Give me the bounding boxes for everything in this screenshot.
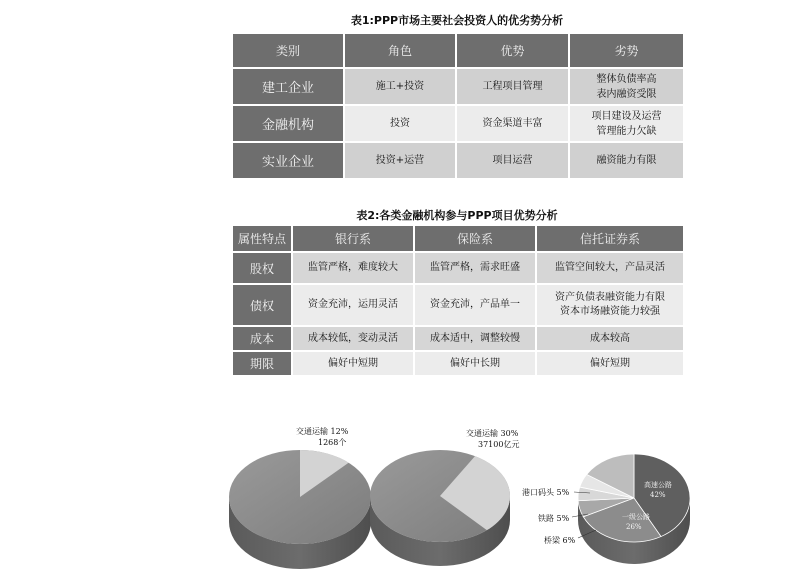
role-cell: 投资 xyxy=(344,105,456,142)
pie3 xyxy=(522,454,690,564)
bank-cell: 成本较低，变动灵活 xyxy=(292,326,414,351)
role-cell: 投资+运营 xyxy=(344,142,456,179)
table1-header-advantage: 优势 xyxy=(456,33,569,68)
table1-header-role: 角色 xyxy=(344,33,456,68)
trust-cell: 监管空间较大，产品灵活 xyxy=(536,252,684,284)
pie1-sublabel: 1268个 xyxy=(318,438,347,447)
table2-header-insurance: 保险系 xyxy=(414,225,536,252)
category-cell: 实业企业 xyxy=(232,142,344,179)
table1-header-disadvantage: 劣势 xyxy=(569,33,684,68)
bank-cell: 监管严格，难度较大 xyxy=(292,252,414,284)
insurance-cell: 资金充沛，产品单一 xyxy=(414,284,536,326)
pie2 xyxy=(370,428,519,566)
disadvantage-line: 整体负债率高 xyxy=(596,73,657,85)
role-cell: 施工+投资 xyxy=(344,68,456,105)
pie3-label-highway: 高速公路 xyxy=(644,481,672,489)
disadvantage-line: 表内融资受限 xyxy=(596,88,657,100)
pie3-label-highway-pct: 42% xyxy=(650,491,666,499)
insurance-cell: 监管严格，需求旺盛 xyxy=(414,252,536,284)
category-cell: 金融机构 xyxy=(232,105,344,142)
table2-header-trust: 信托证券系 xyxy=(536,225,684,252)
pie2-label: 交通运输 30% xyxy=(466,429,519,438)
insurance-cell: 偏好中长期 xyxy=(414,351,536,376)
bank-cell: 偏好中短期 xyxy=(292,351,414,376)
table2-header-bank: 银行系 xyxy=(292,225,414,252)
pie3-label-primary-road-pct: 26% xyxy=(626,523,642,531)
attribute-cell: 债权 xyxy=(232,284,292,326)
attribute-cell: 股权 xyxy=(232,252,292,284)
pie3-label-bridge: 桥梁 6% xyxy=(544,536,576,545)
table2-header-attribute: 属性特点 xyxy=(232,225,292,252)
category-cell: 建工企业 xyxy=(232,68,344,105)
advantage-cell: 项目运营 xyxy=(456,142,569,179)
attribute-cell: 成本 xyxy=(232,326,292,351)
trust-cell: 成本较高 xyxy=(536,326,684,351)
bank-cell: 资金充沛，运用灵活 xyxy=(292,284,414,326)
table2-caption: 表2:各类金融机构参与PPP项目优势分析 xyxy=(356,209,558,222)
attribute-cell: 期限 xyxy=(232,351,292,376)
pie3-label-port: 港口码头 5% xyxy=(522,488,570,497)
disadvantage-line: 项目建设及运营 xyxy=(591,110,662,122)
pie3-label-railway: 铁路 5% xyxy=(538,514,570,523)
table1-header-category: 类别 xyxy=(232,33,344,68)
pie3-label-primary-road: 一级公路 xyxy=(622,513,650,521)
trust-cell: 偏好短期 xyxy=(536,351,684,376)
trust-line: 资产负债表融资能力有限 xyxy=(555,292,665,303)
insurance-cell: 成本适中，调整较慢 xyxy=(414,326,536,351)
pie1-label: 交通运输 12% xyxy=(296,427,349,436)
advantage-cell: 工程项目管理 xyxy=(456,68,569,105)
disadvantage-line: 管理能力欠缺 xyxy=(596,125,657,137)
disadvantage-line: 融资能力有限 xyxy=(596,155,657,166)
table1-caption: 表1:PPP市场主要社会投资人的优劣势分析 xyxy=(350,14,564,27)
advantage-cell: 资金渠道丰富 xyxy=(456,105,569,142)
trust-line: 资本市场融资能力较强 xyxy=(560,306,660,317)
pie2-sublabel: 37100亿元 xyxy=(478,440,520,449)
pie1 xyxy=(229,426,371,569)
